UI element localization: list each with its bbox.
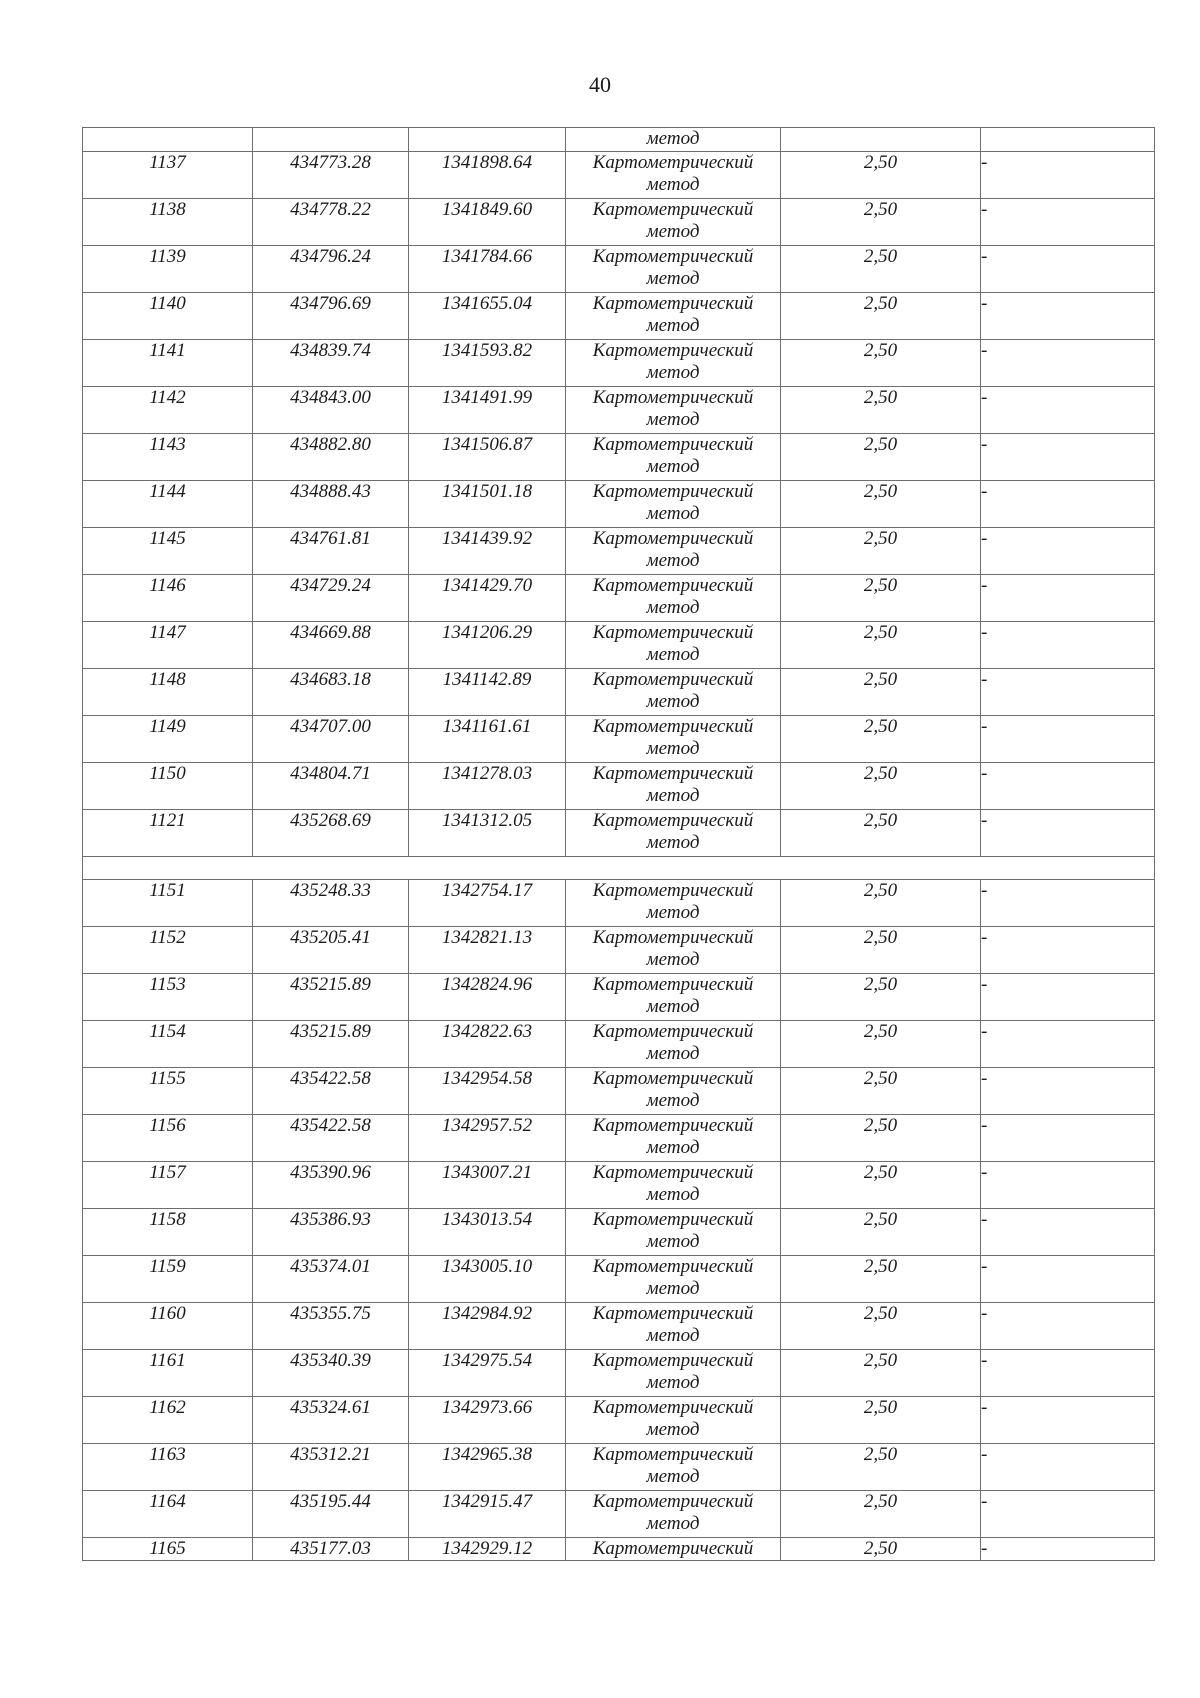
accuracy-cell: 2,50 (781, 974, 981, 1021)
point-number-cell: 1151 (83, 880, 253, 927)
accuracy-cell: 2,50 (781, 1068, 981, 1115)
x-coordinate-cell: 435422.58 (253, 1068, 409, 1115)
point-number-cell: 1145 (83, 528, 253, 575)
method-cell (566, 1115, 781, 1162)
accuracy-cell: 2,50 (781, 434, 981, 481)
note-cell: - (981, 810, 1155, 857)
x-coordinate-cell: 435195.44 (253, 1491, 409, 1538)
method-line-2: метод (646, 597, 700, 618)
y-coordinate-cell: 1342957.52 (409, 1115, 566, 1162)
method-line-1: Картометрический (592, 1162, 754, 1183)
note-cell: - (981, 199, 1155, 246)
note-cell: - (981, 1068, 1155, 1115)
note-cell: - (981, 246, 1155, 293)
table-row (83, 880, 1155, 927)
accuracy-cell: 2,50 (781, 340, 981, 387)
accuracy-cell: 2,50 (781, 1397, 981, 1444)
table-row (83, 152, 1155, 199)
method-cell (566, 575, 781, 622)
method-line-2: метод (646, 644, 700, 665)
note-cell: - (981, 1162, 1155, 1209)
accuracy-cell: 2,50 (781, 1115, 981, 1162)
table-row (83, 974, 1155, 1021)
method-line-2: метод (646, 174, 700, 195)
method-line-2: метод (646, 550, 700, 571)
accuracy-cell: 2,50 (781, 246, 981, 293)
x-coordinate-cell: 435355.75 (253, 1303, 409, 1350)
note-cell: - (981, 1444, 1155, 1491)
note-cell: - (981, 340, 1155, 387)
table-row (83, 716, 1155, 763)
x-coordinate-cell: 434882.80 (253, 434, 409, 481)
method-line-1: Картометрический (592, 1538, 754, 1559)
y-coordinate-cell: 1341439.92 (409, 528, 566, 575)
method-line-1: Картометрический (592, 528, 754, 549)
accuracy-cell: 2,50 (781, 481, 981, 528)
method-cell (566, 1209, 781, 1256)
y-coordinate-cell: 1342984.92 (409, 1303, 566, 1350)
accuracy-cell: 2,50 (781, 293, 981, 340)
x-coordinate-cell: 434796.69 (253, 293, 409, 340)
table-row (83, 528, 1155, 575)
method-line-2: метод (646, 1466, 700, 1487)
x-coordinate-cell: 435386.93 (253, 1209, 409, 1256)
method-line-2: метод (646, 902, 700, 923)
y-coordinate-cell: 1343013.54 (409, 1209, 566, 1256)
y-coordinate-cell: 1342821.13 (409, 927, 566, 974)
table-row (83, 669, 1155, 716)
accuracy-cell: 2,50 (781, 763, 981, 810)
method-cell (566, 1162, 781, 1209)
method-cell (566, 1068, 781, 1115)
method-line-1: Картометрический (592, 434, 754, 455)
method-line-2: метод (646, 456, 700, 477)
method-line-2: метод (646, 949, 700, 970)
method-line-1: Картометрический (592, 387, 754, 408)
point-number-cell: 1148 (83, 669, 253, 716)
table-row (83, 434, 1155, 481)
x-coordinate-cell: 434683.18 (253, 669, 409, 716)
empty-cell (83, 128, 253, 152)
accuracy-cell: 2,50 (781, 810, 981, 857)
method-cell (566, 293, 781, 340)
method-line-2: метод (646, 996, 700, 1017)
method-cell (566, 387, 781, 434)
method-line-2: метод (646, 1513, 700, 1534)
x-coordinate-cell: 434843.00 (253, 387, 409, 434)
accuracy-cell: 2,50 (781, 152, 981, 199)
method-line-2: метод (646, 785, 700, 806)
method-line-1: Картометрический (592, 927, 754, 948)
method-line-1: Картометрический (592, 622, 754, 643)
method-cell (566, 880, 781, 927)
point-number-cell: 1138 (83, 199, 253, 246)
method-line-2: метод (646, 362, 700, 383)
method-cell (566, 1444, 781, 1491)
table-row (83, 199, 1155, 246)
separator-cell (83, 857, 1155, 880)
y-coordinate-cell: 1341206.29 (409, 622, 566, 669)
x-coordinate-cell: 434888.43 (253, 481, 409, 528)
table-row (83, 1115, 1155, 1162)
point-number-cell: 1137 (83, 152, 253, 199)
x-coordinate-cell: 434796.24 (253, 246, 409, 293)
x-coordinate-cell: 434761.81 (253, 528, 409, 575)
method-line-1: Картометрический (592, 152, 754, 173)
table-row (83, 1209, 1155, 1256)
table-row (83, 810, 1155, 857)
point-number-cell: 1150 (83, 763, 253, 810)
x-coordinate-cell: 435215.89 (253, 974, 409, 1021)
method-line-1: Картометрический (592, 1068, 754, 1089)
method-cell (566, 622, 781, 669)
note-cell: - (981, 152, 1155, 199)
method-cell (566, 199, 781, 246)
note-cell: - (981, 575, 1155, 622)
method-cell: метод (566, 128, 781, 152)
point-number-cell: 1160 (83, 1303, 253, 1350)
x-coordinate-cell: 434707.00 (253, 716, 409, 763)
table-row (83, 387, 1155, 434)
method-line-2: метод (646, 221, 700, 242)
table-row (83, 1350, 1155, 1397)
y-coordinate-cell: 1342822.63 (409, 1021, 566, 1068)
x-coordinate-cell: 434804.71 (253, 763, 409, 810)
y-coordinate-cell: 1342824.96 (409, 974, 566, 1021)
accuracy-cell: 2,50 (781, 669, 981, 716)
y-coordinate-cell: 1342929.12 (409, 1538, 566, 1561)
method-line-2: метод (646, 1278, 700, 1299)
y-coordinate-cell: 1342965.38 (409, 1444, 566, 1491)
method-line-1: Картометрический (592, 974, 754, 995)
y-coordinate-cell: 1342915.47 (409, 1491, 566, 1538)
method-cell (566, 1491, 781, 1538)
y-coordinate-cell: 1341593.82 (409, 340, 566, 387)
y-coordinate-cell: 1342754.17 (409, 880, 566, 927)
method-cell (566, 340, 781, 387)
method-line-1: Картометрический (592, 340, 754, 361)
method-line-1: Картометрический (592, 1256, 754, 1277)
y-coordinate-cell: 1341784.66 (409, 246, 566, 293)
method-cell (566, 246, 781, 293)
method-cell (566, 434, 781, 481)
note-cell: - (981, 716, 1155, 763)
point-number-cell: 1164 (83, 1491, 253, 1538)
note-cell: - (981, 880, 1155, 927)
y-coordinate-cell: 1341491.99 (409, 387, 566, 434)
x-coordinate-cell: 435177.03 (253, 1538, 409, 1561)
table-row (83, 340, 1155, 387)
y-coordinate-cell: 1341312.05 (409, 810, 566, 857)
point-number-cell: 1149 (83, 716, 253, 763)
method-line-1: Картометрический (592, 481, 754, 502)
accuracy-cell: 2,50 (781, 199, 981, 246)
method-line-1: Картометрический (592, 199, 754, 220)
method-line-1: Картометрический (592, 1444, 754, 1465)
table-row (83, 1538, 1155, 1561)
point-number-cell: 1157 (83, 1162, 253, 1209)
x-coordinate-cell: 435374.01 (253, 1256, 409, 1303)
point-number-cell: 1154 (83, 1021, 253, 1068)
accuracy-cell: 2,50 (781, 927, 981, 974)
point-number-cell: 1153 (83, 974, 253, 1021)
method-line-2: метод (646, 409, 700, 430)
point-number-cell: 1159 (83, 1256, 253, 1303)
note-cell: - (981, 622, 1155, 669)
separator-row (83, 857, 1155, 880)
point-number-cell: 1161 (83, 1350, 253, 1397)
page-number: 40 (589, 72, 611, 97)
table-row (83, 1491, 1155, 1538)
accuracy-cell: 2,50 (781, 528, 981, 575)
x-coordinate-cell: 434778.22 (253, 199, 409, 246)
accuracy-cell: 2,50 (781, 1444, 981, 1491)
point-number-cell: 1141 (83, 340, 253, 387)
point-number-cell: 1155 (83, 1068, 253, 1115)
point-number-cell: 1165 (83, 1538, 253, 1561)
note-cell: - (981, 434, 1155, 481)
point-number-cell: 1144 (83, 481, 253, 528)
point-number-cell: 1121 (83, 810, 253, 857)
x-coordinate-cell: 435390.96 (253, 1162, 409, 1209)
accuracy-cell: 2,50 (781, 387, 981, 434)
method-line-2: метод (646, 1184, 700, 1205)
note-cell: - (981, 1115, 1155, 1162)
point-number-cell: 1152 (83, 927, 253, 974)
y-coordinate-cell: 1342975.54 (409, 1350, 566, 1397)
method-cell (566, 927, 781, 974)
y-coordinate-cell: 1341849.60 (409, 199, 566, 246)
x-coordinate-cell: 434773.28 (253, 152, 409, 199)
empty-cell (253, 128, 409, 152)
y-coordinate-cell: 1341161.61 (409, 716, 566, 763)
method-cell (566, 528, 781, 575)
accuracy-cell: 2,50 (781, 1021, 981, 1068)
method-cell (566, 1397, 781, 1444)
accuracy-cell: 2,50 (781, 1303, 981, 1350)
method-cell (566, 1021, 781, 1068)
method-cell (566, 763, 781, 810)
empty-cell (781, 128, 981, 152)
table-row (83, 1256, 1155, 1303)
table-row (83, 1444, 1155, 1491)
accuracy-cell: 2,50 (781, 1350, 981, 1397)
y-coordinate-cell: 1342973.66 (409, 1397, 566, 1444)
coordinates-table (82, 127, 1155, 1561)
note-cell: - (981, 293, 1155, 340)
method-line-2: метод (646, 315, 700, 336)
method-line-2: метод (646, 1231, 700, 1252)
point-number-cell: 1142 (83, 387, 253, 434)
method-line-1: Картометрический (592, 246, 754, 267)
y-coordinate-cell: 1343005.10 (409, 1256, 566, 1303)
accuracy-cell: 2,50 (781, 622, 981, 669)
method-line-1: Картометрический (592, 1397, 754, 1418)
method-line-1: Картометрический (592, 763, 754, 784)
table-row (83, 481, 1155, 528)
point-number-cell: 1140 (83, 293, 253, 340)
table-row (83, 575, 1155, 622)
method-cell (566, 716, 781, 763)
y-coordinate-cell: 1343007.21 (409, 1162, 566, 1209)
table-row (83, 763, 1155, 810)
x-coordinate-cell: 435340.39 (253, 1350, 409, 1397)
table-row (83, 927, 1155, 974)
method-line-2: метод (646, 1137, 700, 1158)
method-cell (566, 1350, 781, 1397)
method-line-1: Картометрический (592, 1303, 754, 1324)
note-cell: - (981, 763, 1155, 810)
method-line-1: Картометрический (592, 880, 754, 901)
method-line-2: метод (646, 503, 700, 524)
y-coordinate-cell: 1341429.70 (409, 575, 566, 622)
point-number-cell: 1147 (83, 622, 253, 669)
table-row (83, 1303, 1155, 1350)
method-line-1: Картометрический (592, 669, 754, 690)
method-line-1: Картометрический (592, 1021, 754, 1042)
note-cell: - (981, 974, 1155, 1021)
accuracy-cell: 2,50 (781, 880, 981, 927)
table-row (83, 293, 1155, 340)
x-coordinate-cell: 434669.88 (253, 622, 409, 669)
method-cell (566, 669, 781, 716)
method-line-1: Картометрический (592, 810, 754, 831)
method-line-2: метод (646, 738, 700, 759)
note-cell: - (981, 387, 1155, 434)
method-line-1: Картометрический (592, 575, 754, 596)
method-line-1: Картометрический (592, 293, 754, 314)
method-cell (566, 152, 781, 199)
empty-cell (409, 128, 566, 152)
accuracy-cell: 2,50 (781, 1209, 981, 1256)
accuracy-cell: 2,50 (781, 716, 981, 763)
point-number-cell: 1158 (83, 1209, 253, 1256)
note-cell: - (981, 1538, 1155, 1561)
method-cell (566, 810, 781, 857)
y-coordinate-cell: 1341278.03 (409, 763, 566, 810)
method-cell (566, 974, 781, 1021)
method-cell (566, 1256, 781, 1303)
method-line-2: метод (646, 1090, 700, 1111)
y-coordinate-cell: 1341501.18 (409, 481, 566, 528)
point-number-cell: 1156 (83, 1115, 253, 1162)
method-line-1: Картометрический (592, 1209, 754, 1230)
point-number-cell: 1139 (83, 246, 253, 293)
y-coordinate-cell: 1341898.64 (409, 152, 566, 199)
method-line-2: метод (646, 832, 700, 853)
note-cell: - (981, 927, 1155, 974)
method-line-1: Картометрический (592, 1491, 754, 1512)
method-cell (566, 481, 781, 528)
method-line-2: метод (646, 691, 700, 712)
note-cell: - (981, 1350, 1155, 1397)
table-row (83, 1397, 1155, 1444)
x-coordinate-cell: 435248.33 (253, 880, 409, 927)
method-line-2: метод (646, 1325, 700, 1346)
method-line-2: метод (646, 268, 700, 289)
coordinates-table-body (83, 128, 1155, 1561)
point-number-cell: 1143 (83, 434, 253, 481)
point-number-cell: 1162 (83, 1397, 253, 1444)
accuracy-cell: 2,50 (781, 1491, 981, 1538)
point-number-cell: 1163 (83, 1444, 253, 1491)
x-coordinate-cell: 435215.89 (253, 1021, 409, 1068)
table-row (83, 1162, 1155, 1209)
accuracy-cell: 2,50 (781, 1538, 981, 1561)
x-coordinate-cell: 435205.41 (253, 927, 409, 974)
note-cell: - (981, 1491, 1155, 1538)
note-cell: - (981, 528, 1155, 575)
method-line-2: метод (646, 1419, 700, 1440)
point-number-cell: 1146 (83, 575, 253, 622)
y-coordinate-cell: 1342954.58 (409, 1068, 566, 1115)
table-row (83, 1068, 1155, 1115)
accuracy-cell: 2,50 (781, 1256, 981, 1303)
table-row (83, 622, 1155, 669)
method-cell (566, 1303, 781, 1350)
x-coordinate-cell: 434729.24 (253, 575, 409, 622)
note-cell: - (981, 669, 1155, 716)
x-coordinate-cell: 434839.74 (253, 340, 409, 387)
method-line-1: Картометрический (592, 1350, 754, 1371)
method-line-1: Картометрический (592, 716, 754, 737)
y-coordinate-cell: 1341142.89 (409, 669, 566, 716)
y-coordinate-cell: 1341506.87 (409, 434, 566, 481)
note-cell: - (981, 1021, 1155, 1068)
x-coordinate-cell: 435312.21 (253, 1444, 409, 1491)
table-row (83, 1021, 1155, 1068)
method-line-1: Картометрический (592, 1115, 754, 1136)
note-cell: - (981, 1397, 1155, 1444)
empty-cell (981, 128, 1155, 152)
accuracy-cell: 2,50 (781, 575, 981, 622)
x-coordinate-cell: 435268.69 (253, 810, 409, 857)
note-cell: - (981, 481, 1155, 528)
method-line-2: метод (646, 1372, 700, 1393)
table-row (83, 246, 1155, 293)
accuracy-cell: 2,50 (781, 1162, 981, 1209)
method-cell (566, 1538, 781, 1561)
x-coordinate-cell: 435422.58 (253, 1115, 409, 1162)
x-coordinate-cell: 435324.61 (253, 1397, 409, 1444)
continued-row (83, 128, 1155, 152)
note-cell: - (981, 1209, 1155, 1256)
note-cell: - (981, 1256, 1155, 1303)
y-coordinate-cell: 1341655.04 (409, 293, 566, 340)
method-line-2: метод (646, 1043, 700, 1064)
note-cell: - (981, 1303, 1155, 1350)
